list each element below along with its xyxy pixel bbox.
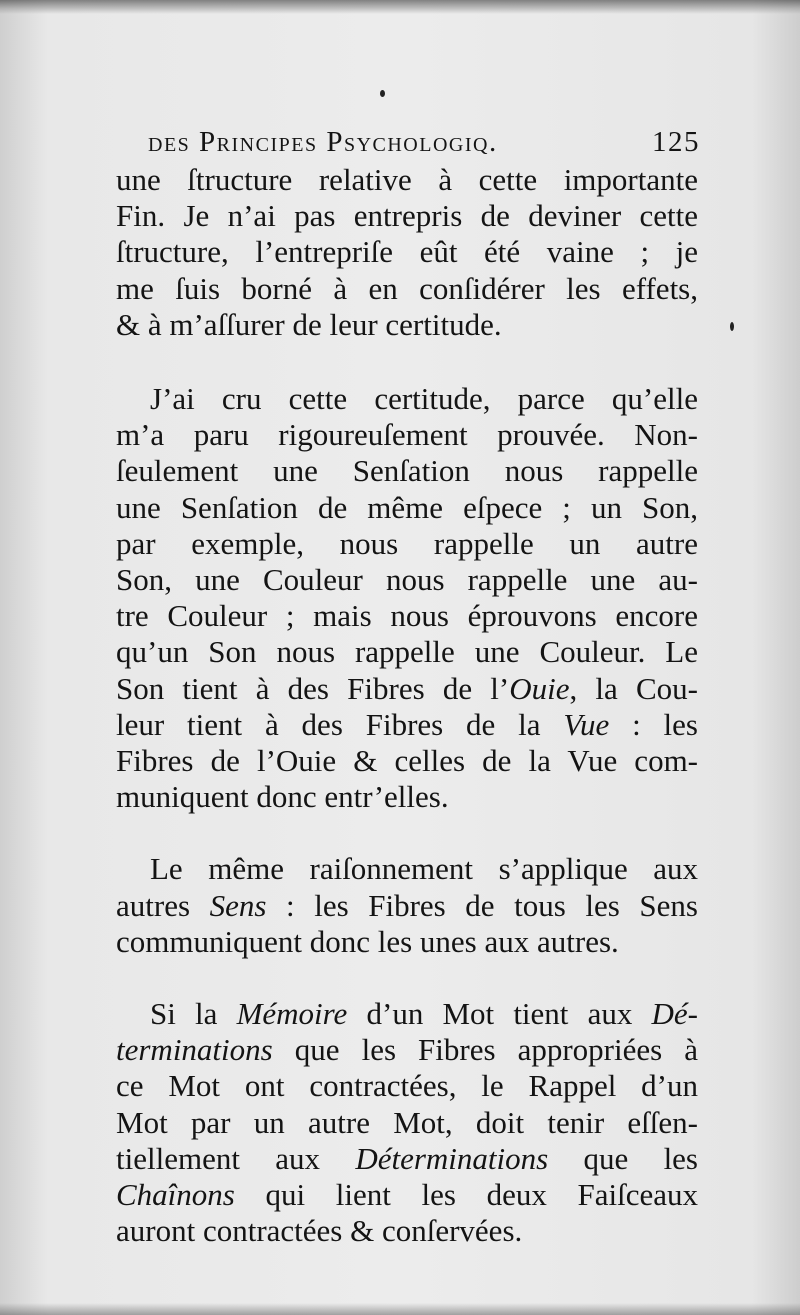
text-line: m’a paru rigoureuſement prouvée. Non- [116, 417, 698, 453]
text-line: Son, une Couleur nous rappelle une au- [116, 562, 698, 598]
text-line: communiquent donc les unes aux autres. [116, 923, 619, 959]
text-line: Fibres de l’Ouie & celles de la Vue com- [116, 743, 698, 779]
text-line: une Senſation de même eſpece ; un Son, [116, 489, 698, 525]
text-line: ſeulement une Senſation nous rappelle [116, 453, 698, 489]
text-line: par exemple, nous rappelle un autre [116, 525, 698, 561]
paragraph-3 [116, 851, 698, 960]
text-line: ſtructure, l’entrepriſe eût été vaine ; je [116, 234, 698, 270]
text-line: Chaînons qui lient les deux Faiſceaux [116, 1177, 698, 1213]
paragraph-4 [116, 996, 698, 1249]
body-text [116, 162, 698, 1249]
text-line: leur tient à des Fibres de la Vue : les [116, 706, 698, 742]
text-line: tre Couleur ; mais nous éprouvons encore [116, 598, 698, 634]
text-line: tiellement aux Déterminations que les [116, 1140, 698, 1176]
text-line: terminations que les Fibres appropriées à [116, 1032, 698, 1068]
text-line: J’ai cru cette certitude, parce qu’elle [150, 381, 698, 417]
text-line: autres Sens : les Fibres de tous les Sens [116, 887, 698, 923]
text-line: muniquent donc entr’elles. [116, 779, 449, 815]
text-line: qu’un Son nous rappelle une Couleur. Le [116, 634, 698, 670]
ink-speck [380, 90, 385, 97]
text-line: Si la Mémoire d’un Mot tient aux Dé- [150, 996, 698, 1032]
text-line: Mot par un autre Mot, doit tenir eſſen- [116, 1104, 698, 1140]
text-line: me ſuis borné à en conſidérer les effets, [116, 270, 698, 306]
text-line: une ſtructure relative à cette importante [116, 162, 698, 197]
page-number: 125 [652, 126, 700, 158]
text-line: Fin. Je n’ai pas entrepris de deviner cette [116, 198, 698, 234]
running-title: des Principes Psychologiq. [148, 126, 498, 158]
text-line: ce Mot ont contractées, le Rappel d’un [116, 1068, 698, 1104]
text-line: Le même raiſonnement s’applique aux [150, 851, 698, 887]
text-line: Son tient à des Fibres de l’Ouie, la Cou- [116, 670, 698, 706]
ink-speck [730, 322, 734, 331]
paragraph-2 [116, 381, 698, 815]
running-header [148, 126, 700, 159]
text-line: auront contractées & conſervées. [116, 1213, 523, 1249]
paragraph-1 [116, 162, 698, 343]
text-line: & à m’aſſurer de leur certitude. [116, 306, 502, 342]
